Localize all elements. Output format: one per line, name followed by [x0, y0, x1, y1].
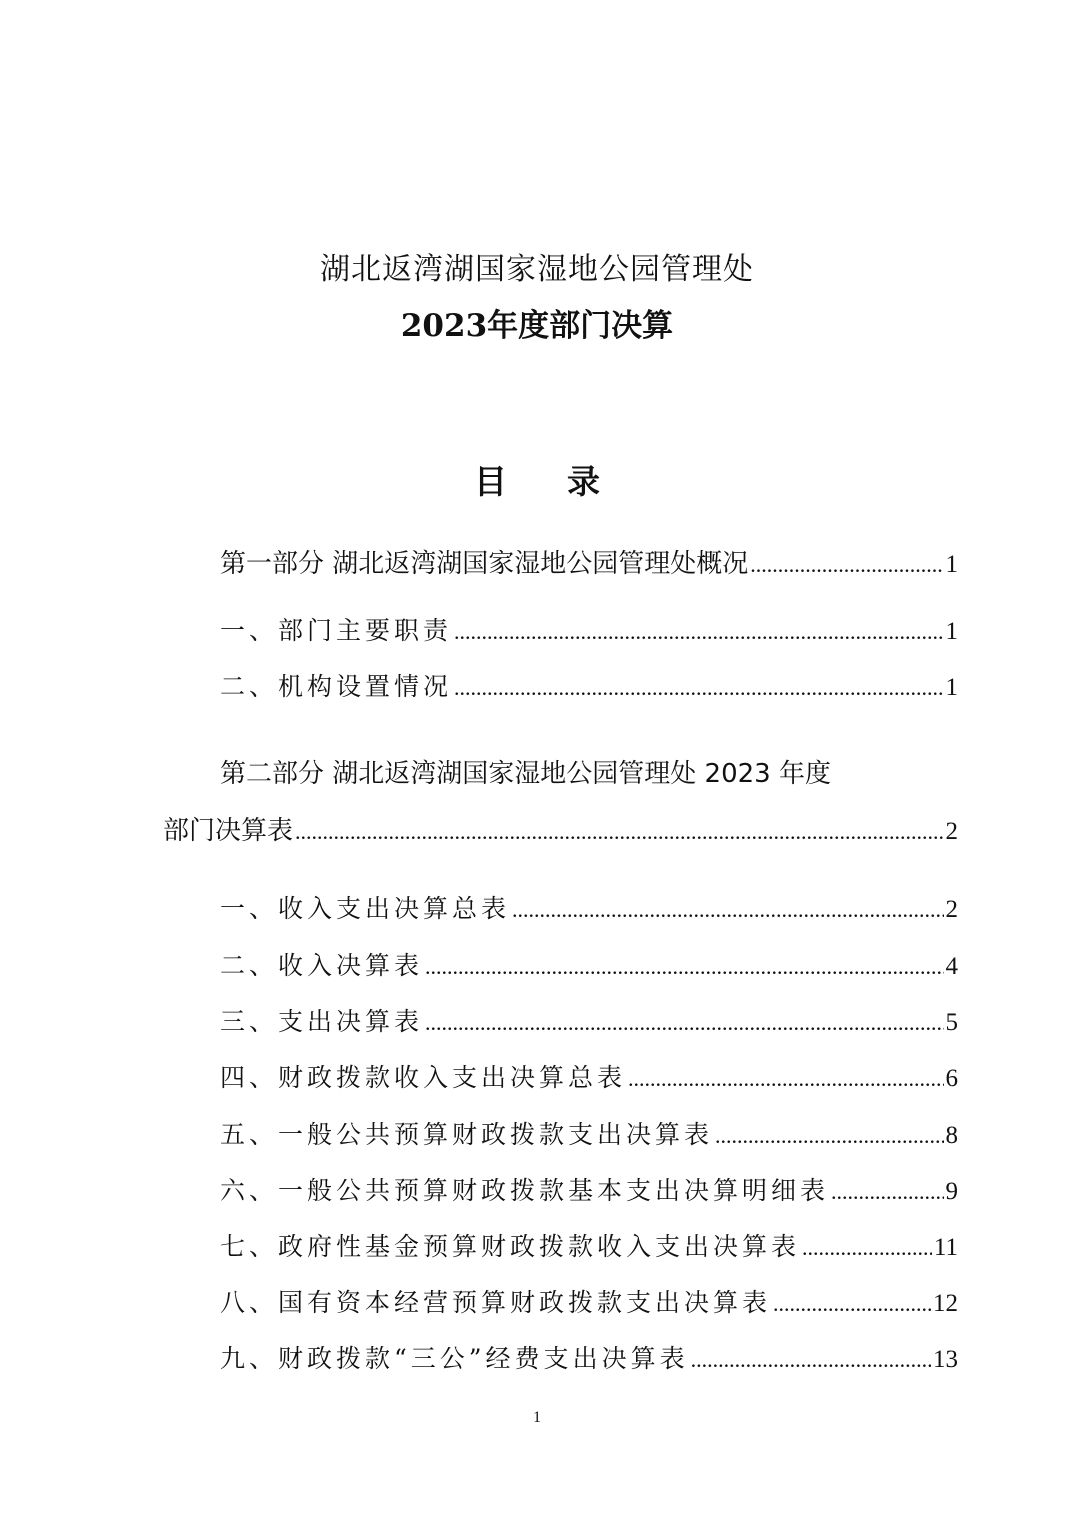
toc-part2-label: 部门决算表	[163, 816, 294, 846]
toc-heading: 目录	[474, 462, 660, 501]
toc-leader-dots	[425, 949, 943, 985]
toc-leader-dots	[831, 1174, 943, 1210]
toc-item[interactable]	[220, 1285, 958, 1322]
toc-item-label: 六、一般公共预算财政拨款基本支出决算明细表	[220, 1176, 830, 1205]
page-number: 1	[533, 1409, 541, 1426]
toc-leader-dots	[628, 1061, 943, 1097]
document-organization: 湖北返湾湖国家湿地公园管理处	[320, 252, 754, 287]
toc-leader-dots	[750, 547, 943, 583]
toc-item-page: 1	[945, 618, 958, 645]
document-title: 2023年度部门决算	[400, 308, 674, 344]
toc-item-label: 五、一般公共预算财政拨款支出决算表	[220, 1120, 714, 1149]
toc-item[interactable]	[220, 948, 958, 985]
toc-item-label: 九、财政拨款“三公”经费支出决算表	[220, 1344, 689, 1373]
toc-item-page: 9	[945, 1178, 958, 1205]
toc-part1-label: 第一部分 湖北返湾湖国家湿地公园管理处概况	[220, 549, 749, 579]
toc-item[interactable]	[220, 1004, 958, 1041]
toc-item[interactable]	[220, 1060, 958, 1097]
toc-item-label: 七、政府性基金预算财政拨款收入支出决算表	[220, 1232, 801, 1261]
toc-item[interactable]	[220, 1229, 958, 1266]
toc-item-page: 4	[945, 953, 958, 980]
toc-leader-dots	[691, 1342, 931, 1378]
toc-item-label: 二、机构设置情况	[220, 672, 453, 701]
toc-item-label: 一、部门主要职责	[220, 616, 453, 645]
toc-item[interactable]	[220, 1341, 958, 1378]
toc-item-page: 13	[933, 1346, 958, 1373]
toc-item-page: 11	[933, 1234, 958, 1261]
toc-part1[interactable]	[220, 546, 958, 583]
toc-part2-line1[interactable]: 第二部分 湖北返湾湖国家湿地公园管理处 2023 年度	[220, 759, 831, 789]
toc-item[interactable]	[220, 891, 958, 928]
toc-leader-dots	[295, 814, 943, 850]
toc-leader-dots	[715, 1118, 943, 1154]
toc-item-label: 一、收入支出决算总表	[220, 894, 511, 923]
toc-item-label: 四、财政拨款收入支出决算总表	[220, 1063, 627, 1092]
toc-item-page: 5	[945, 1009, 958, 1036]
toc-item-page: 8	[945, 1122, 958, 1149]
toc-leader-dots	[454, 670, 943, 706]
toc-item[interactable]	[220, 669, 958, 706]
toc-item-page: 6	[945, 1065, 958, 1092]
toc-leader-dots	[773, 1286, 931, 1322]
toc-item-page: 1	[945, 674, 958, 701]
toc-item-page: 12	[933, 1290, 958, 1317]
toc-item[interactable]	[220, 613, 958, 650]
toc-item[interactable]	[220, 1117, 958, 1154]
toc-part2-page: 2	[945, 818, 958, 845]
toc-leader-dots	[454, 614, 943, 650]
toc-leader-dots	[512, 892, 943, 928]
toc-part2[interactable]	[163, 813, 958, 850]
toc-item-label: 二、收入决算表	[220, 951, 424, 980]
toc-item-label: 八、国有资本经营预算财政拨款支出决算表	[220, 1288, 772, 1317]
toc-part1-page: 1	[945, 551, 958, 578]
toc-item[interactable]	[220, 1173, 958, 1210]
toc-item-label: 三、支出决算表	[220, 1007, 424, 1036]
toc-item-page: 2	[945, 896, 958, 923]
toc-leader-dots	[802, 1230, 932, 1266]
toc-leader-dots	[425, 1005, 943, 1041]
